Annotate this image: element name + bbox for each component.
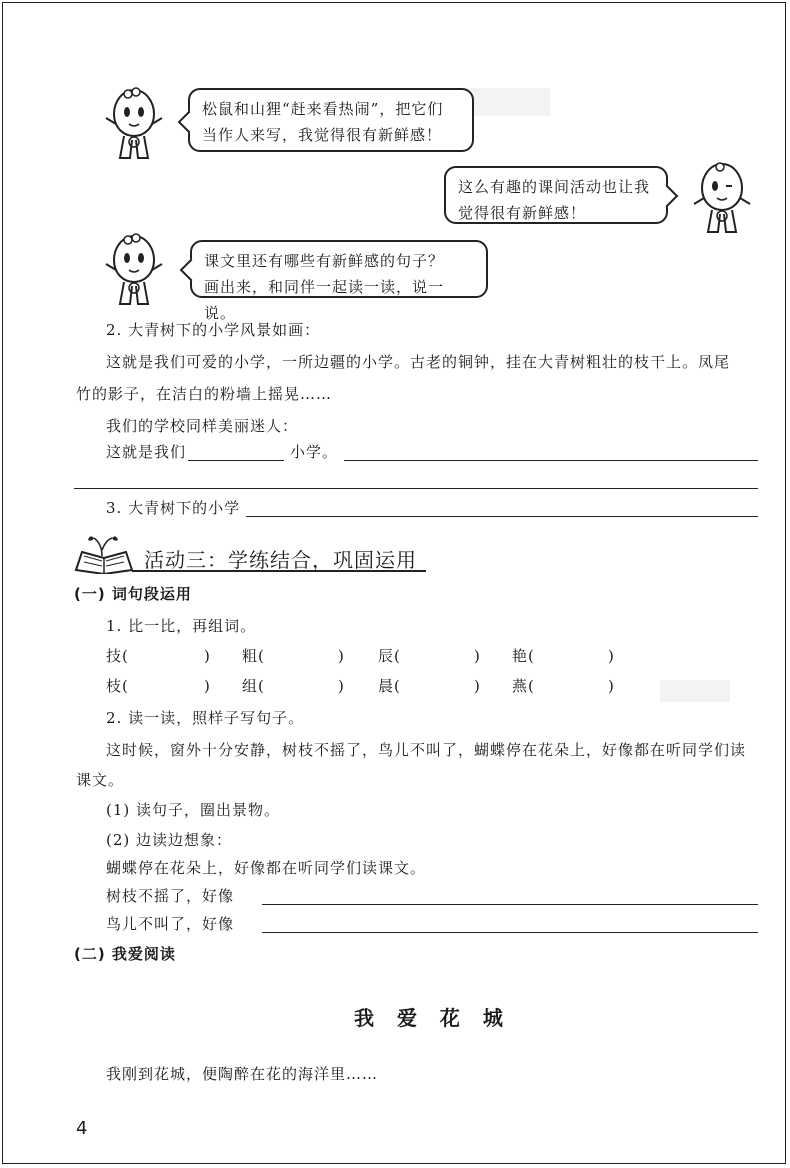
activity-heading: 活动三：学练结合，巩固运用 (144, 548, 417, 572)
bubble-text: 这么有趣的课间活动也让我 (458, 178, 651, 196)
char-compare-close: ) (204, 677, 211, 695)
part-1-heading: (一) 词句段运用 (74, 585, 192, 603)
sentence-line: 这时候，窗外十分安静，树枝不摇了，鸟儿不叫了，蝴蝶停在花朵上，好像都在听同学们读 (106, 741, 747, 759)
passage-line: 这就是我们可爱的小学，一所边疆的小学。古老的铜钟，挂在大青树粗壮的枝干上。凤尾 (106, 353, 731, 371)
page-frame (2, 2, 786, 1164)
char-compare-item: 组( (242, 677, 265, 695)
our-school-prompt: 我们的学校同样美丽迷人： (106, 417, 299, 435)
blank-answer-line[interactable] (246, 516, 758, 517)
question-2: 2. 大青树下的小学风景如画： (106, 321, 321, 339)
char-compare-item: 枝( (106, 677, 129, 695)
page-number: 4 (76, 1118, 88, 1139)
question-2b: 2. 读一读，照样子写句子。 (106, 709, 305, 727)
speech-bubble (444, 166, 668, 224)
char-compare-close: ) (608, 647, 615, 665)
char-compare-close: ) (338, 677, 345, 695)
blank-answer-line[interactable] (344, 460, 758, 461)
blank-answer-line[interactable] (262, 904, 758, 905)
bubble-text: 当作人来写，我觉得很有新鲜感！ (202, 126, 443, 144)
sub-question-2: (2) 边读边想象： (106, 831, 233, 849)
bleed-through-mark (660, 680, 730, 702)
question-3: 3. 大青树下的小学 (106, 499, 241, 517)
bubble-text: 觉得很有新鲜感！ (458, 204, 587, 222)
fill-suffix: 小学。 (290, 443, 339, 461)
blank-answer-line[interactable] (262, 932, 758, 933)
char-compare-item: 燕( (512, 677, 535, 695)
char-compare-close: ) (474, 647, 481, 665)
bubble-text: 松鼠和山狸“赶来看热闹”，把它们 (202, 100, 444, 118)
char-compare-item: 技( (106, 647, 129, 665)
char-compare-item: 粗( (242, 647, 265, 665)
char-compare-item: 辰( (378, 647, 401, 665)
blank-school-name[interactable] (188, 460, 284, 461)
speech-bubble (190, 240, 488, 322)
fill-prefix: 这就是我们 (106, 443, 187, 461)
reading-title: 我 爱 花 城 (354, 1006, 511, 1030)
heading-underline (132, 570, 426, 572)
char-compare-close: ) (474, 677, 481, 695)
bubble-text: 画出来，和同伴一起读一读，说一说。 (204, 278, 445, 322)
char-compare-close: ) (204, 647, 211, 665)
char-compare-close: ) (608, 677, 615, 695)
question-1: 1. 比一比，再组词。 (106, 617, 257, 635)
part-2-heading: (二) 我爱阅读 (74, 945, 176, 963)
book-sprout-icon (72, 530, 136, 574)
passage-line: 竹的影子，在洁白的粉墙上摇晃…… (76, 385, 333, 403)
mascot-icon (102, 230, 166, 310)
speech-bubble (188, 88, 474, 152)
char-compare-item: 晨( (378, 677, 401, 695)
fill-prefix: 鸟儿不叫了，好像 (106, 915, 235, 933)
fill-prefix: 树枝不摇了，好像 (106, 887, 235, 905)
bubble-text: 课文里还有哪些有新鲜感的句子？ (204, 252, 445, 270)
mascot-icon (690, 158, 754, 238)
char-compare-item: 艳( (512, 647, 535, 665)
blank-answer-line[interactable] (74, 488, 758, 489)
reading-first-line: 我刚到花城，便陶醉在花的海洋里…… (106, 1065, 379, 1083)
mascot-icon (102, 84, 166, 164)
sub-question-1: (1) 读句子，圈出景物。 (106, 801, 281, 819)
example-sentence: 蝴蝶停在花朵上，好像都在听同学们读课文。 (106, 859, 427, 877)
char-compare-close: ) (338, 647, 345, 665)
sentence-line: 课文。 (76, 771, 125, 789)
